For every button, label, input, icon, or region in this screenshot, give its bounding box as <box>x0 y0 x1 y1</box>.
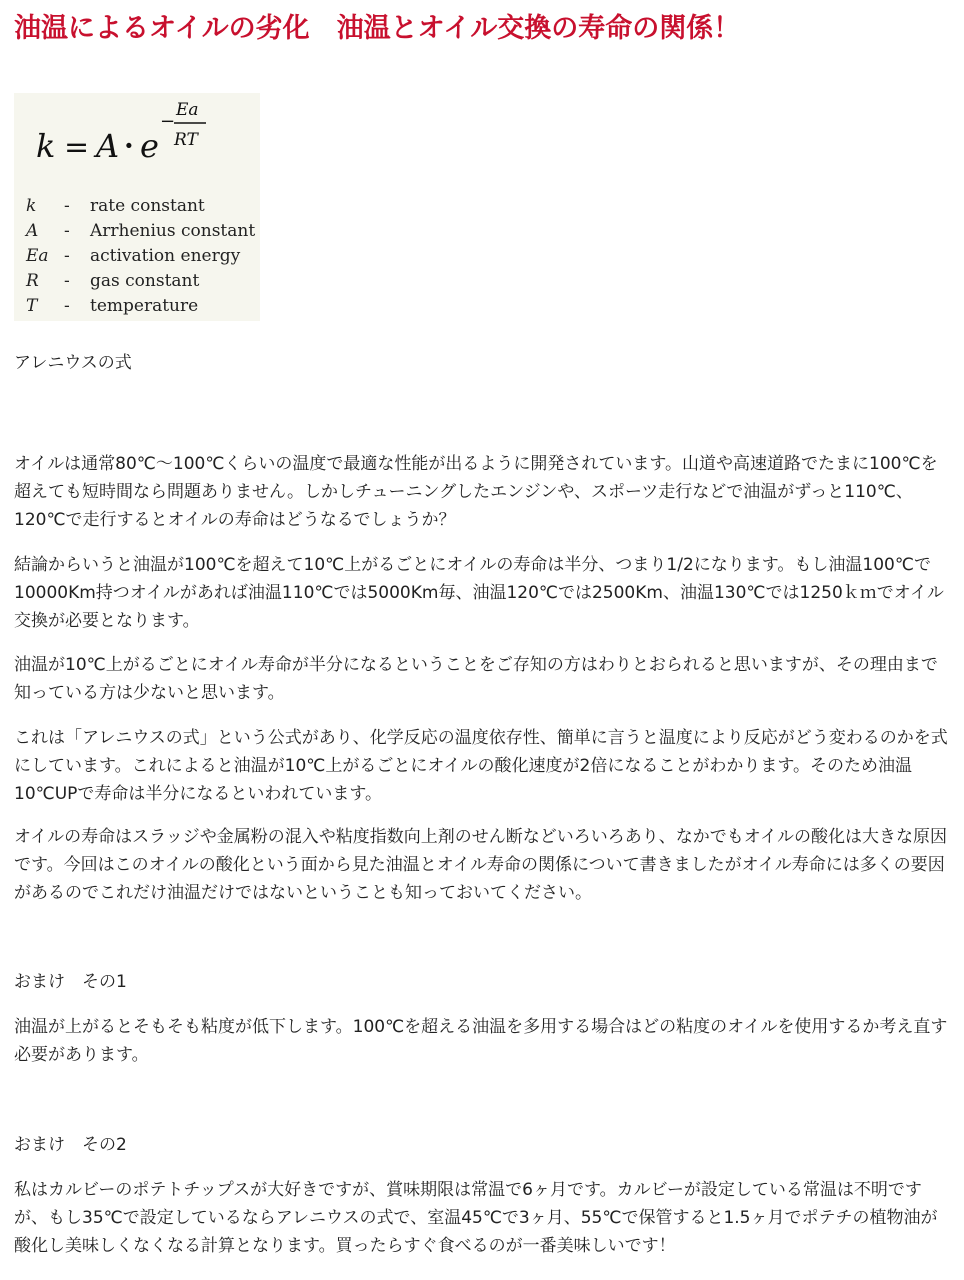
arrhenius-equation-figure <box>14 93 260 321</box>
legend-description: Arrhenius constant <box>90 221 256 241</box>
extra-paragraph: 私はカルビーのポテトチップスが大好きですが、賞味期限は常温で6ヶ月です。カルビーが設定している常温は不明ですが、もし35℃で設定しているならアレニウスの式で、室温45℃で3ヶ月、55℃で保管すると1.5ヶ月でポテチの植物油が酸化し美味しくなくなる計算となります。買ったらすぐ食べるのが一番美味しいです！ <box>14 1180 938 1256</box>
legend-symbol: A <box>26 221 39 241</box>
body-paragraph: これは「アレニウスの式」という公式があり、化学反応の温度依存性、簡単に言うと温度により反応がどう変わるのかを式にしています。これによると油温が10℃上がるごとにオイルの酸化速度が2倍になることがわかります。そのため油温10℃UPで寿命は半分になるといわれています。 <box>14 728 948 804</box>
extra-heading: おまけ その1 <box>14 972 127 992</box>
formula-minus: − <box>160 111 176 132</box>
legend-dash: - <box>64 271 70 291</box>
extra-paragraph: 油温が上がるとそもそも粘度が低下します。100℃を超える油温を多用する場合はどの粘度のオイルを使用するか考え直す必要があります。 <box>14 1017 948 1065</box>
formula-legend <box>24 196 255 316</box>
legend-description: temperature <box>90 296 199 316</box>
body-paragraph: 結論からいうと油温が100℃を超えて10℃上がるごとにオイルの寿命は半分、つまり1/2になります。もし油温100℃で10000Km持つオイルがあれば油温110℃では5000Km毎、油温120℃では2500Km、油温130℃では1250ｋｍでオイル交換が必要となります。 <box>14 555 944 631</box>
formula-caption: アレニウスの式 <box>14 353 132 373</box>
article-title: 油温によるオイルの劣化 油温とオイル交換の寿命の関係！ <box>14 13 741 44</box>
body-paragraph: 油温が10℃上がるごとにオイル寿命が半分になるということをご存知の方はわりとおられると思いますが、その理由まで知っている方は少ないと思います。 <box>14 655 938 703</box>
legend-symbol: k <box>26 196 37 216</box>
formula-A: A <box>96 127 120 165</box>
body-paragraph: オイルの寿命はスラッジや金属粉の混入や粘度指数向上剤のせん断などいろいろあり、なかでもオイルの酸化は大きな原因です。今回はこのオイルの酸化という面から見た油温とオイル寿命の関係について書きましたがオイル寿命には多くの要因があるのでこれだけ油温だけではないということも知っておいてください。 <box>14 827 947 903</box>
legend-dash: - <box>64 196 70 216</box>
formula-dot: · <box>124 129 134 162</box>
extra-heading: おまけ その2 <box>14 1135 127 1155</box>
legend-symbol: R <box>26 271 39 291</box>
legend-symbol: T <box>26 296 38 316</box>
arrhenius-equation-image <box>14 93 260 321</box>
legend-symbol: Ea <box>26 246 49 266</box>
legend-description: activation energy <box>90 246 241 266</box>
legend-dash: - <box>64 246 70 266</box>
formula-numerator: Ea <box>176 100 199 120</box>
body-paragraph: オイルは通常80℃〜100℃くらいの温度で最適な性能が出るように開発されています。山道や高速道路でたまに100℃を超えても短時間なら問題ありません。しかしチューニングしたエンジンや、スポーツ走行などで油温がずっと110℃、120℃で走行するとオイルの寿命はどうなるでしょうか？ <box>14 454 938 530</box>
legend-description: gas constant <box>90 271 200 291</box>
legend-dash: - <box>64 221 70 241</box>
legend-description: rate constant <box>90 196 205 216</box>
formula-e: e <box>140 127 159 165</box>
formula-k: k <box>36 127 56 165</box>
legend-dash: - <box>64 296 70 316</box>
formula-denominator: RT <box>174 130 198 150</box>
formula-equals: = <box>64 130 90 165</box>
